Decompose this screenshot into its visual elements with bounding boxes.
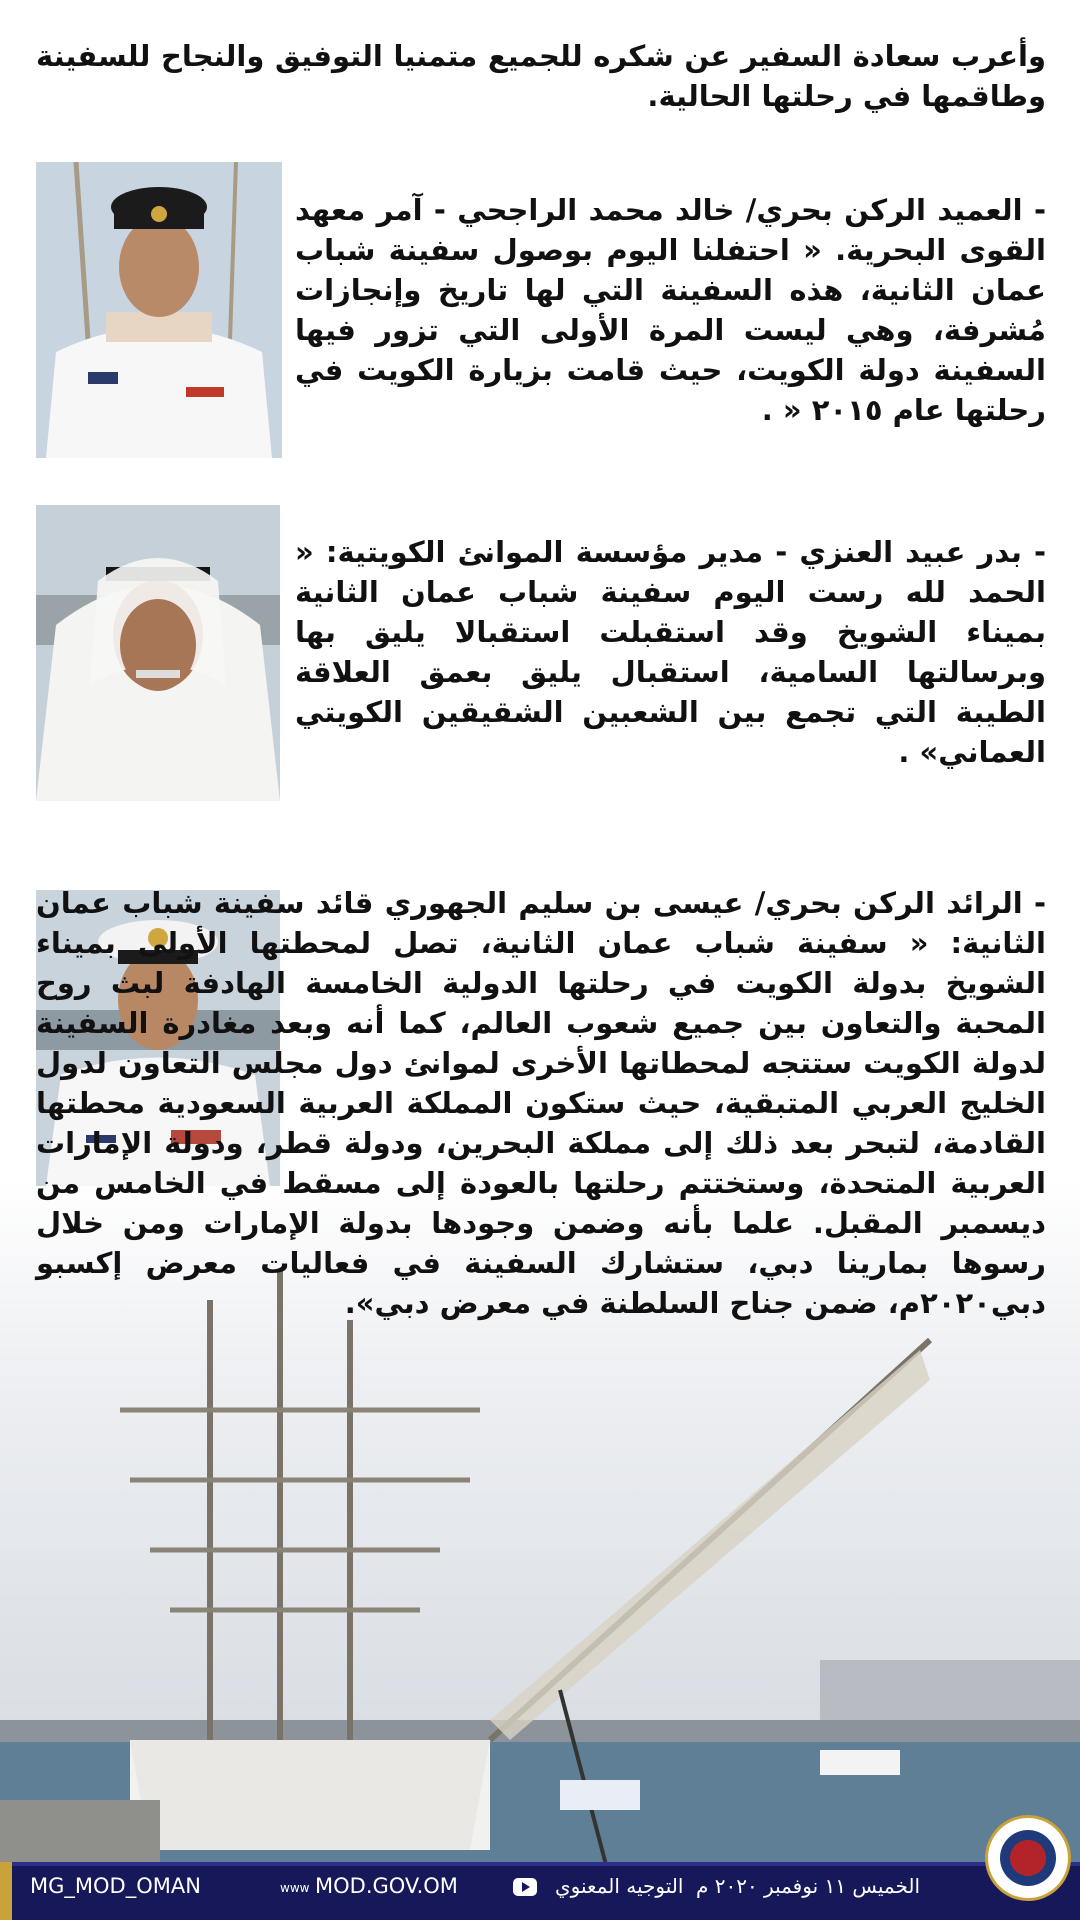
block-jahwari: - الرائد الركن بحري/ عيسى بن سليم الجهوري قائد سفينة شباب عمان الثانية: « سفينة شباب عمان الثانية، تصل لمحطتها الأولى بميناء الشويخ بدولة الكويت في رحلتها الدولية الخامسة الهادفة لبث روح المحبة والتعاون بين جميع شعوب العالم، كما أنه وبعد مغادرة السفينة لدولة الكويت ستتجه لمحطاتها الأخرى لموانئ دول مجلس التعاون لدول الخليج العربي المتبقية، حيث ستكون المملكة العربية السعودية محطتها القادمة، لتبحر بعد ذلك إلى مملكة البحرين، ودولة قطر، ودولة الإمارات العربية المتحدة، وستختتم رحلتها بالعودة إلى مسقط في الخامس من ديسمبر المقبل. علما بأنه وضمن وجودها بدولة الإمارات ومن خلال رسوها بمارينا دبي، ستشارك السفينة في فعاليات معرض إكسبو دبي٢٠٢٠م، ضمن جناح السلطنة في معرض دبي». — [36, 886, 1046, 1320]
intro-paragraph: وأعرب سعادة السفير عن شكره للجميع متمنيا التوفيق والنجاح للسفينة وطاقمها في رحلتها الحالية. — [36, 39, 1046, 113]
youtube-icon[interactable] — [513, 1878, 537, 1896]
footer-www: www — [280, 1881, 310, 1895]
footer-dept: التوجيه المعنوي — [555, 1874, 684, 1898]
block-rajhi: - العميد الركن بحري/ خالد محمد الراجحي - آمر معهد القوى البحرية. « احتفلنا اليوم بوصول سفينة شباب عمان الثانية، هذه السفينة التي لها تاريخ وإنجازات مُشرفة، وهي ليست المرة الأولى التي تزور فيها السفينة دولة الكويت، حيث قامت بزيارة الكويت في رحلتها عام ٢٠١٥ « . — [295, 193, 1046, 427]
photo-anazi — [36, 505, 280, 801]
footer-band — [0, 1862, 1080, 1866]
block-anazi: - بدر عبيد العنزي - مدير مؤسسة الموانئ الكويتية: « الحمد لله رست اليوم سفينة شباب عمان الثانية بميناء الشويخ وقد استقبلت استقبالا يليق بها وبرسالتها السامية، استقبال يليق بعمق العلاقة الطيبة التي تجمع بين الشعبين الشقيقين الكويتي العماني» . — [295, 535, 1046, 769]
photo-rajhi — [36, 162, 282, 458]
footer-accent — [0, 1862, 12, 1920]
footer-bar — [0, 1862, 1080, 1920]
footer-website[interactable]: MOD.GOV.OM — [315, 1874, 458, 1898]
footer-handle[interactable]: MG_MOD_OMAN — [30, 1874, 201, 1898]
footer-date: الخميس ١١ نوفمبر ٢٠٢٠ م — [695, 1874, 920, 1898]
mod-emblem-icon — [985, 1815, 1071, 1901]
